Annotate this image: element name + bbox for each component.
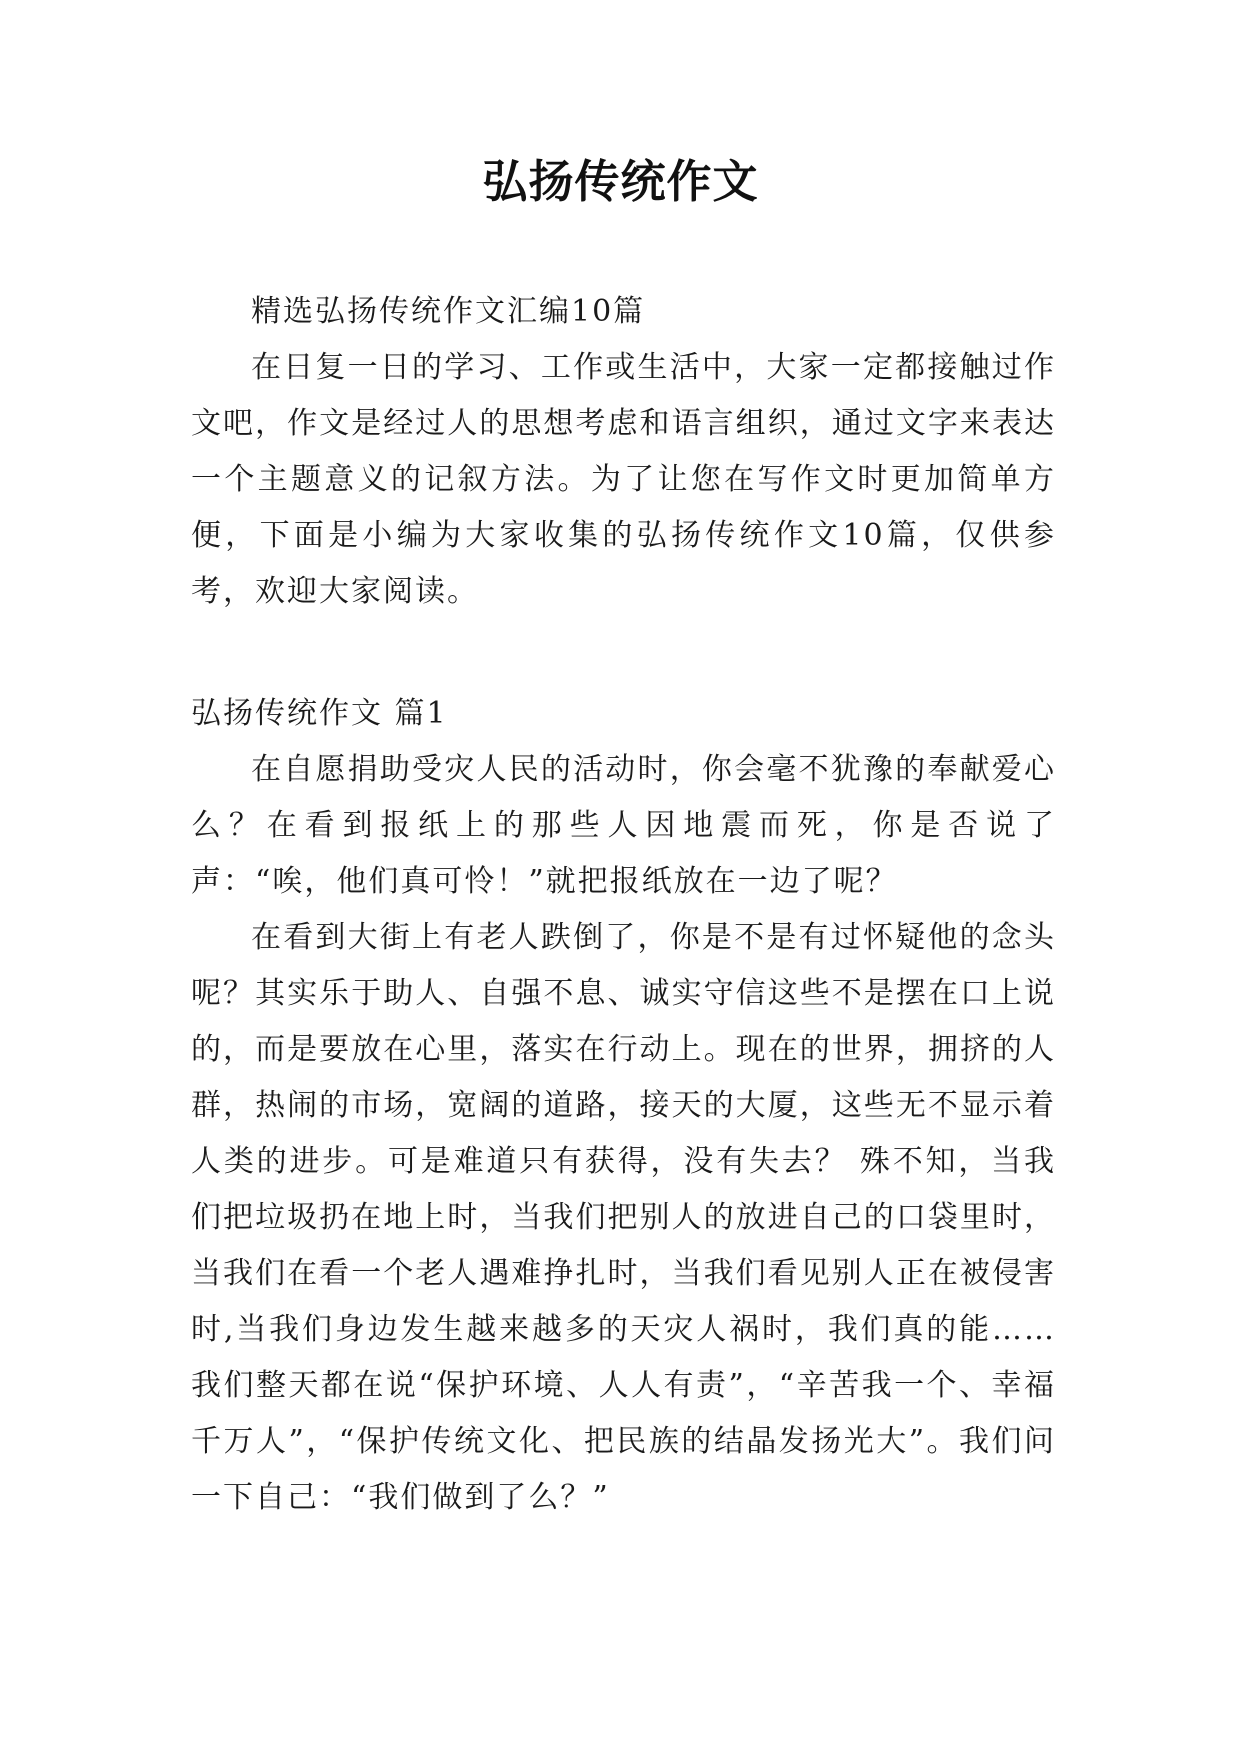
document-subtitle: 精选弘扬传统作文汇编10篇 [251, 294, 646, 329]
body-paragraph: 在自愿捐助受灾人民的活动时，你会毫不犹豫的奉献爱心么？在看到报纸上的那些人因地震而死，你是否说了声：“唉，他们真可怜！”就把报纸放在一边了呢？ [191, 752, 1056, 899]
intro-paragraph: 在日复一日的学习、工作或生活中，大家一定都接触过作文吧，作文是经过人的思想考虑和语言组织，通过文字来表达一个主题意义的记叙方法。为了让您在写作文时更加简单方便，下面是小编为大家收集的弘扬传统作文10篇，仅供参考，欢迎大家阅读。 [191, 350, 1056, 609]
document-title: 弘扬传统作文 [482, 155, 759, 208]
body-paragraph: 在看到大街上有老人跌倒了，你是不是有过怀疑他的念头呢？其实乐于助人、自强不息、诚实守信这些不是摆在口上说的，而是要放在心里，落实在行动上。现在的世界，拥挤的人群，热闹的市场，宽阔的道路，接天的大厦，这些无不显示着人类的进步。可是难道只有获得，没有失去？ 殊不知，当我们把垃圾扔在地上时，当我们把别人的放进自己的口袋里时，当我们在看一个老人遇难挣扎时，当我们看见别人正在被侵害时,当我们身边发生越来越多的天灾人祸时，我们真的能……我们整天都在说“保护环境、人人有责”，“辛苦我一个、幸福千万人”，“保护传统文化、把民族的结晶发扬光大”。我们问一下自己：“我们做到了么？” [191, 920, 1056, 1515]
section-heading: 弘扬传统作文 篇1 [191, 696, 448, 731]
document-body [191, 284, 1056, 1526]
